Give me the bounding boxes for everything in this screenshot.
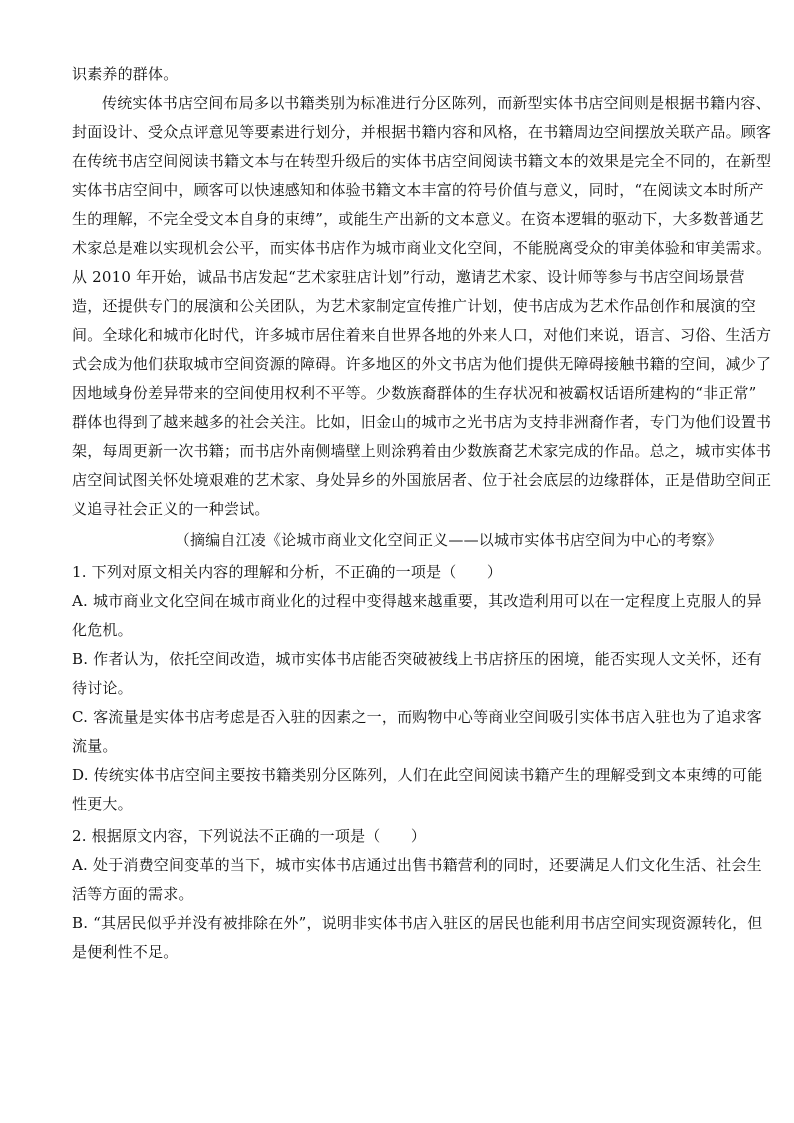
option-a-line: A. 城市商业文化空间在城市商业化的过程中变得越来越重要，其改造利用可以在一定程度上克服人的异 [72,592,762,610]
passage-line: 实体书店空间中，顾客可以快速感知和体验书籍文本丰富的符号价值与意义，同时，“在阅读文本时所产 [72,181,764,199]
passage-line: 生的理解，不完全受文本自身的束缚”，或能生产出新的文本意义。在资本逻辑的驱动下，大多数普通艺 [72,210,764,228]
passage-line: 术家总是难以实现机会公平，而实体书店作为城市商业文化空间，不能脱离受众的审美体验和审美需求。 [72,239,772,257]
option-b-line: B. “其居民似乎并没有被排除在外”，说明非实体书店入驻区的居民也能利用书店空间实现资源转化，但 [72,914,763,932]
passage-line: 群体也得到了越来越多的社会关注。比如，旧金山的城市之光书店为支持非洲裔作者，专门为他们设置书 [72,413,772,431]
passage-line: 间。全球化和城市化时代，许多城市居住着来自世界各地的外来人口，对他们来说，语言、习俗、生活方 [72,326,772,344]
option-d-line: D. 传统实体书店空间主要按书籍类别分区陈列，人们在此空间阅读书籍产生的理解受到文本束缚的可能 [72,766,763,784]
option-a-line: 活等方面的需求。 [72,885,194,903]
option-b-line: B. 作者认为，依托空间改造，城市实体书店能否突破被线上书店挤压的困境，能否实现人文关怀，还有 [72,650,762,668]
passage-line: 因地域身份差异带来的空间使用权利不平等。少数族裔群体的生存状况和被霸权话语所建构的“非正常” [72,384,757,402]
option-c-line: C. 客流量是实体书店考虑是否入驻的因素之一，而购物中心等商业空间吸引实体书店入驻也为了追求客 [72,708,762,726]
passage-line: 义追寻社会正义的一种尝试。 [72,500,270,518]
passage-line: 式会成为他们获取城市空间资源的障碍。许多地区的外文书店为他们提供无障碍接触书籍的空间，减少了 [72,355,772,373]
question-1 [72,558,763,819]
question-stem: 2. 根据原文内容，下列说法不正确的一项是（ ） [72,827,427,845]
document-page [72,60,772,967]
passage-line: 识素养的群体。 [72,65,179,83]
passage [72,60,772,555]
passage-line: 在传统书店空间阅读书籍文本与在转型升级后的实体书店空间阅读书籍文本的效果是完全不同的，在新型 [72,152,772,170]
option-b-line: 待讨论。 [72,679,133,697]
option-a-line: A. 处于消费空间变革的当下，城市实体书店通过出售书籍营利的同时，还要满足人们文化生活、社会生 [72,856,762,874]
option-c-line: 流量。 [72,737,118,755]
passage-line: 架，每周更新一次书籍；而书店外南侧墙壁上则涂鸦着由少数族裔艺术家完成的作品。总之，城市实体书 [72,442,772,460]
passage-line: 造，还提供专门的展演和公关团队，为艺术家制定宣传推广计划，使书店成为艺术作品创作和展演的空 [72,297,757,315]
passage-line: 传统实体书店空间布局多以书籍类别为标准进行分区陈列，而新型实体书店空间则是根据书籍内容、 [102,94,771,112]
option-b-line: 是便利性不足。 [72,943,179,961]
question-stem: 1. 下列对原文相关内容的理解和分析，不正确的一项是（ ） [72,563,503,581]
passage-line: 店空间试图关怀处境艰难的艺术家、身处异乡的外国旅居者、位于社会底层的边缘群体，正是借助空间正 [72,471,772,489]
passage-line: 从 2010 年开始，诚品书店发起“艺术家驻店计划”行动，邀请艺术家、设计师等参与书店空间场景营 [72,268,745,286]
passage-line: 封面设计、受众点评意见等要素进行划分，并根据书籍内容和风格，在书籍周边空间摆放关联产品。顾客 [72,123,772,141]
source-citation: （摘编自江凌《论城市商业文化空间正义——以城市实体书店空间为中心的考察》 [174,531,722,549]
question-2 [72,822,763,967]
option-a-line: 化危机。 [72,621,133,639]
option-d-line: 性更大。 [72,795,133,813]
